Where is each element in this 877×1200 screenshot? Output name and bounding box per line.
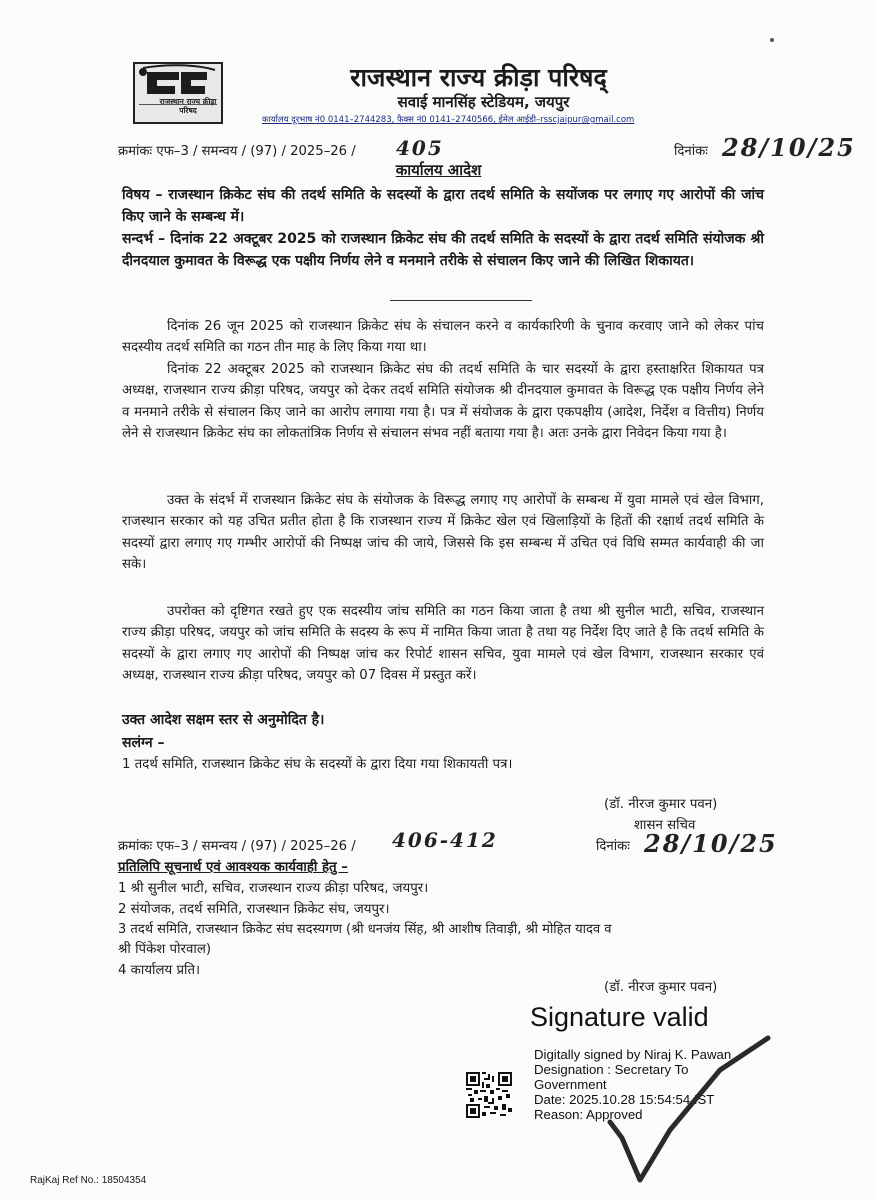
ref-number: क्रमांकः एफ–3 / समन्वय / (97) / 2025–26 / (118, 144, 356, 159)
copy-heading: प्रतिलिपि सूचनार्थ एवं आवश्यक कार्यवाही हेतु – (118, 860, 348, 875)
signature-status: Signature valid (530, 1002, 709, 1032)
copy-item-1: 1 श्री सुनील भाटी, सचिव, राजस्थान राज्य क्रीड़ा परिषद, जयपुर। (118, 881, 429, 896)
signatory2-name: (डॉ. नीरज कुमार पवन) (604, 980, 718, 995)
enclosure-label: सलंग्न – (122, 735, 165, 751)
signatory-name: (डॉ. नीरज कुमार पवन) (604, 797, 718, 812)
date-label: दिनांकः (674, 144, 708, 159)
contact-line: कार्यालय दूरभाष नं0 0141–2744283, फैक्स नं0 0141–2740566, ईमेल आईडी–rsscjaipur@gmail.com (262, 115, 635, 125)
qr-code-icon (466, 1072, 512, 1118)
approval-note: उक्त आदेश सक्षम स्तर से अनुमोदित है। (122, 712, 325, 728)
signature-line-3: Government (534, 1077, 607, 1092)
reference: सन्दर्भ – दिनांक 22 अक्टूबर 2025 को राजस्थान क्रिकेट संघ की तदर्थ समिति के सदस्यों के द्वारा तदर्थ समिति संयोजक श्री दीनदयाल कुमावत के विरूद्ध एक पक्षीय निर्णय लेने व मनमाने तरीके से संचालन किए जाने की लिखित शिकायत। (122, 231, 764, 269)
subject: विषय – राजस्थान क्रिकेट संघ की तदर्थ समिति के सदस्यों के द्वारा तदर्थ समिति के सयोंजक पर लगाए गए आरोपों की जांच किए जाने के सम्बन्ध में। (122, 187, 764, 225)
paragraph-3: उक्त के संदर्भ में राजस्थान क्रिकेट संघ के संयोजक के विरूद्ध लगाए गए आरोपों के सम्बन्ध में युवा मामले एवं खेल विभाग, राजस्थान सरकार को यह उचित प्रतीत होता है कि राजस्थान राज्य में क्रिकेट खेल एवं खिलाड़ियों के हितों की रक्षार्थ तदर्थ समिति के सदस्यों द्वारा लगाए गए गम्भीर आरोपों की निष्पक्ष जांच की जाये, जिससे कि इस सम्बन्ध में उचित एवं विधि सम्मत कार्यवाही की जा सके। (122, 493, 764, 573)
signature-line-1: Digitally signed by Niraj K. Pawan (534, 1047, 732, 1062)
ref-number-handwritten: 405 (396, 136, 444, 160)
signature-line-4: Date: 2025.10.28 15:54:54 IST (534, 1092, 715, 1107)
logo-caption: राजस्थान राज्य क्रीड़ा परिषद (159, 97, 217, 115)
signatory-designation: शासन सचिव (634, 818, 696, 833)
venue: सवाई मानसिंह स्टेडियम, जयपुर (397, 93, 570, 111)
ref2-number-handwritten: 406-412 (392, 828, 498, 852)
signature-checkmark-icon (600, 1030, 780, 1190)
paragraph-4: उपरोक्त को दृष्टिगत रखते हुए एक सदस्यीय जांच समिति का गठन किया जाता है तथा श्री सुनील भाटी, सचिव, राजस्थान राज्य क्रीड़ा परिषद, जयपुर को जांच समिति के सदस्य के रूप में नामित किया जाता है तथा यह निर्देश दिए जाते है कि तदर्थ समिति के सदस्यों के द्वारा लगाए गए आरोपों की निष्पक्ष जांच कर रिपोर्ट शासन सचिव, युवा मामले एवं खेल विभाग, राजस्थान सरकार एवं अध्यक्ष, राजस्थान राज्य क्रीड़ा परिषद, जयपुर को 07 दिवस में प्रस्तुत करें। (122, 604, 764, 684)
order-title: कार्यालय आदेश (395, 161, 482, 179)
date-handwritten: 28/10/25 (722, 133, 856, 162)
enclosure-item: 1 तदर्थ समिति, राजस्थान क्रिकेट संघ के सदस्यों के द्वारा दिया गया शिकायती पत्र। (122, 757, 513, 772)
speck (770, 38, 774, 42)
divider-line (390, 300, 532, 301)
copy-item-4: 4 कार्यालय प्रति। (118, 963, 201, 978)
ref2-date-label: दिनांकः (596, 839, 630, 854)
copy-item-2: 2 संयोजक, तदर्थ समिति, राजस्थान क्रिकेट संघ, जयपुर। (118, 902, 390, 917)
ref2-date-handwritten: 28/10/25 (644, 829, 778, 858)
copy-item-3-continued: श्री पिंकेश पोरवाल) (118, 942, 212, 957)
ref2-number: क्रमांकः एफ–3 / समन्वय / (97) / 2025–26 / (118, 839, 356, 854)
signature-line-5: Reason: Approved (534, 1107, 643, 1122)
signature-line-2: Designation : Secretary To (534, 1062, 689, 1077)
rajkaj-ref-footer: RajKaj Ref No.: 18504354 (30, 1175, 147, 1186)
paragraph-2: दिनांक 22 अक्टूबर 2025 को राजस्थान क्रिकेट संघ की तदर्थ समिति के चार सदस्यों के द्वारा हस्ताक्षरित शिकायत पत्र अध्यक्ष, राजस्थान राज्य क्रीड़ा परिषद, जयपुर को देकर तदर्थ समिति संयोजक श्री दीनदयाल कुमावत के विरूद्ध एक पक्षीय निर्णय लेने व मनमाने तरीके से संचालन किए जाने का आरोप लगाया गया है। पत्र में संयोजक के द्वारा एकपक्षीय (आदेश, निर्देश व वित्तीय) निर्णय लेने से राजस्थान क्रिकेट संघ का लोकतांत्रिक निर्णय से संचालन संभव नहीं बताया गया है। अतः उनके द्वारा निवेदन किया गया है। (122, 362, 764, 442)
paragraph-1: दिनांक 26 जून 2025 को राजस्थान क्रिकेट संघ के संचालन करने व कार्यकारिणी के चुनाव करवाए जाने को लेकर पांच सदस्यीय तदर्थ समिति का गठन तीन माह के लिए किया गया था। (122, 319, 764, 356)
org-name: राजस्थान राज्य क्रीड़ा परिषद् (350, 63, 607, 92)
copy-item-3: 3 तदर्थ समिति, राजस्थान क्रिकेट संघ सदस्यगण (श्री धनजंय सिंह, श्री आशीष तिवाड़ी, श्री मोहित यादव व (118, 922, 612, 937)
